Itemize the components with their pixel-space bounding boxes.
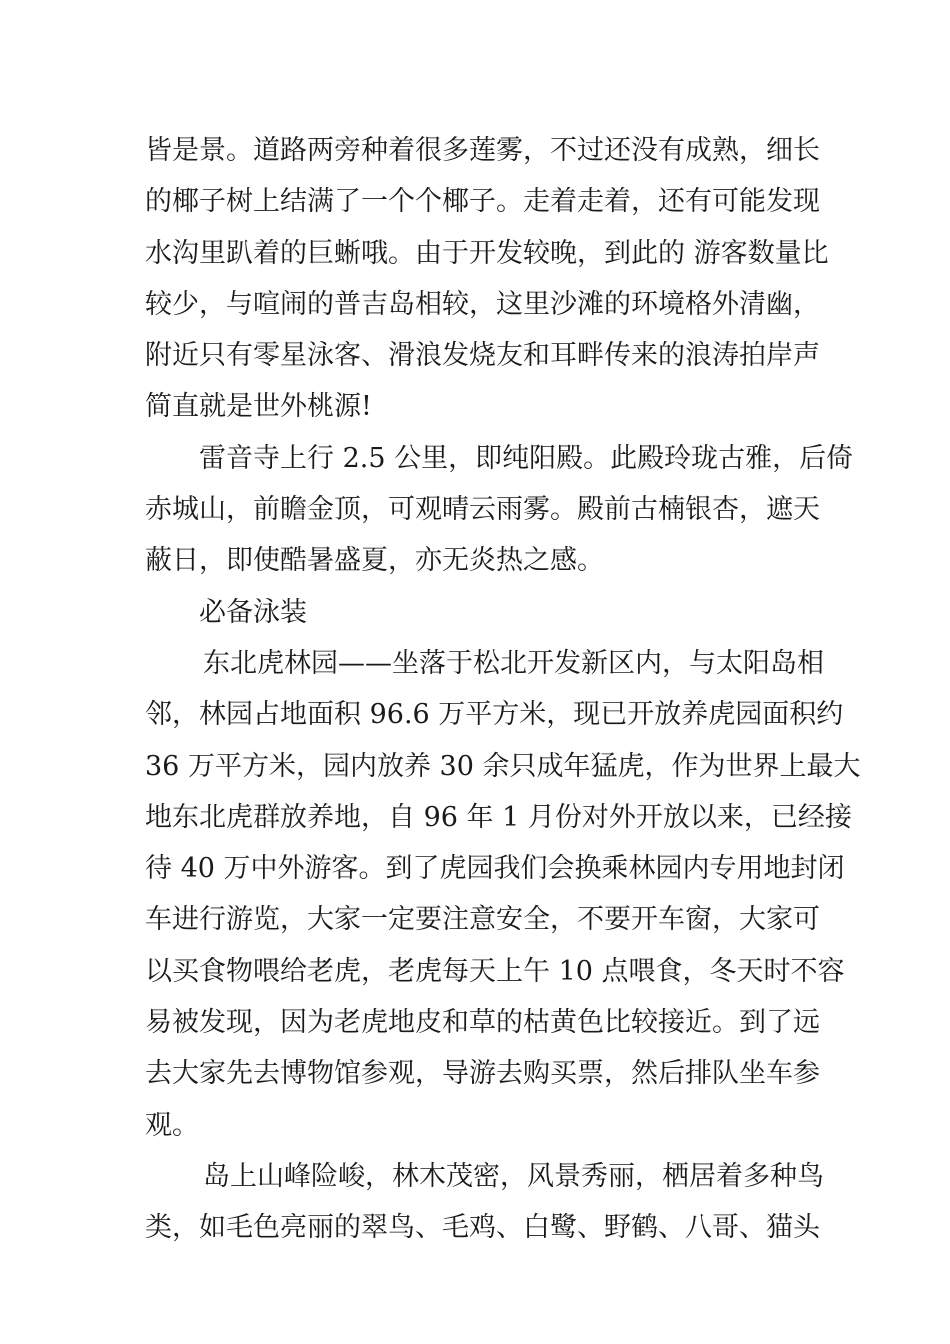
text-line: 皆是景。道路两旁种着很多莲雾，不过还没有成熟，细长 bbox=[145, 135, 820, 166]
text-line: 车进行游览，大家一定要注意安全，不要开车窗，大家可 bbox=[145, 904, 820, 936]
paragraph-first-line: 东北虎林园——坐落于松北开发新区内，与太阳岛相 bbox=[203, 647, 824, 679]
text-line: 观。 bbox=[145, 1109, 199, 1141]
text-line: 的椰子树上结满了一个个椰子。走着走着，还有可能发现 bbox=[145, 186, 820, 218]
text-line: 简直就是世外桃源! bbox=[145, 391, 372, 423]
text-line: 附近只有零星泳客、滑浪发烧友和耳畔传来的浪涛拍岸声 bbox=[145, 340, 820, 372]
text-line: 去大家先去博物馆参观，导游去购买票，然后排队坐车参 bbox=[145, 1058, 820, 1090]
document-body bbox=[145, 125, 861, 1254]
text-line: 类，如毛色亮丽的翠鸟、毛鸡、白鹭、野鹤、八哥、猫头 bbox=[145, 1212, 820, 1244]
text-line: 较少，与喧闹的普吉岛相较，这里沙滩的环境格外清幽， bbox=[145, 288, 820, 320]
text-line: 易被发现，因为老虎地皮和草的枯黄色比较接近。到了远 bbox=[145, 1007, 820, 1039]
section-heading: 必备泳装 bbox=[199, 596, 307, 628]
paragraph-first-line: 雷音寺上行 2.5 公里，即纯阳殿。此殿玲珑古雅，后倚 bbox=[199, 442, 854, 474]
text-line: 以买食物喂给老虎，老虎每天上午 10 点喂食，冬天时不容 bbox=[145, 955, 845, 987]
text-line: 36 万平方米，园内放养 30 余只成年猛虎，作为世界上最大 bbox=[145, 750, 861, 782]
text-line: 待 40 万中外游客。到了虎园我们会换乘林园内专用地封闭 bbox=[145, 853, 845, 885]
text-line: 赤城山，前瞻金顶，可观晴云雨雾。殿前古楠银杏，遮天 bbox=[145, 494, 820, 526]
text-line: 地东北虎群放养地，自 96 年 1 月份对外开放以来，已经接 bbox=[145, 801, 852, 833]
text-line: 水沟里趴着的巨蜥哦。由于开发较晚，到此的 游客数量比 bbox=[145, 237, 829, 269]
text-line: 邻，林园占地面积 96.6 万平方米，现已开放养虎园面积约 bbox=[145, 699, 844, 731]
text-line: 蔽日，即使酷暑盛夏，亦无炎热之感。 bbox=[145, 545, 604, 577]
paragraph-first-line: 岛上山峰险峻，林木茂密，风景秀丽，栖居着多种鸟 bbox=[203, 1160, 824, 1192]
